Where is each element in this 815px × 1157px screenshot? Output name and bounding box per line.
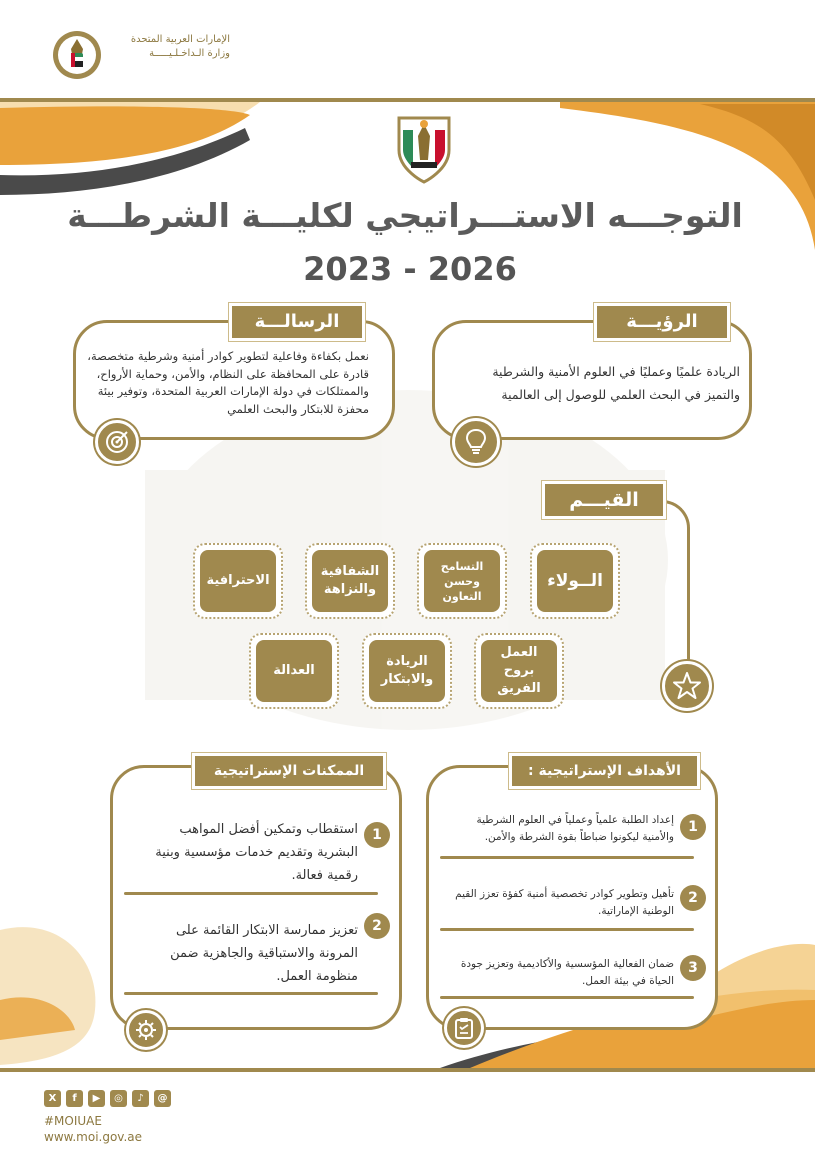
bottom-divider: [0, 1068, 815, 1072]
value-transparency: [305, 543, 395, 619]
value-loyalty: [530, 543, 620, 619]
enablers-card: [110, 765, 402, 1030]
uae-emblem-logo: [52, 27, 102, 83]
enabler-number: 1: [364, 822, 390, 848]
star-icon: [662, 661, 712, 711]
value-label: العمل بروح الفريق: [481, 640, 557, 702]
goal-number: 2: [680, 885, 706, 911]
values-tag: القيـــم: [545, 484, 663, 516]
goal-divider: [440, 856, 694, 859]
goals-tag: الأهداف الإستراتيجية :: [512, 756, 697, 786]
goal-text: ضمان الفعالية المؤسسية والأكاديمية وتعزيز جودة الحياة في بيئة العمل.: [460, 958, 674, 987]
value-label: الريادة والابتكار: [369, 640, 445, 702]
instagram-icon[interactable]: ◎: [110, 1090, 127, 1107]
gear-people-icon: [126, 1010, 166, 1050]
website-link[interactable]: www.moi.gov.ae: [44, 1130, 143, 1144]
vision-tag: الرؤيـــة: [597, 306, 727, 338]
ministry-name: [108, 33, 230, 61]
enablers-tag: الممكنات الإستراتيجية: [195, 756, 383, 786]
page-title: التوجـــه الاستـــراتيجي لكليـــة الشرطـــة: [67, 196, 743, 235]
police-college-logo: [389, 110, 459, 185]
goal-number: 3: [680, 955, 706, 981]
lightbulb-icon: [452, 418, 500, 466]
values-bracket: [660, 500, 690, 670]
value-justice: [249, 633, 339, 709]
x-icon[interactable]: X: [44, 1090, 61, 1107]
value-label: الشفافية والنزاهة: [312, 550, 388, 612]
country-name: الإمارات العربية المتحدة: [130, 34, 230, 45]
mission-tag: الرسالـــة: [232, 306, 362, 338]
youtube-icon[interactable]: ▶: [88, 1090, 105, 1107]
clipboard-icon: [444, 1008, 484, 1048]
tiktok-icon[interactable]: ♪: [132, 1090, 149, 1107]
enabler-text: استقطاب وتمكين أفضل المواهب البشرية وتقديم خدمات مؤسسية وبنية رقمية فعالة.: [155, 822, 358, 883]
enabler-text: تعزيز ممارسة الابتكار القائمة على المرونة والاستباقية والجاهزية ضمن منظومة العمل.: [170, 923, 358, 984]
goal-text: تأهيل وتطوير كوادر تخصصية أمنية كفؤة تعزز القيم الوطنية الإماراتية.: [455, 888, 674, 917]
hashtag: #MOIUAE: [44, 1114, 102, 1128]
facebook-icon[interactable]: f: [66, 1090, 83, 1107]
goal-number: 1: [680, 814, 706, 840]
social-links: [44, 1090, 171, 1107]
goal-divider: [440, 928, 694, 931]
mission-text: نعمل بكفاءة وفاعلية لتطوير كوادر أمنية وشرطية متخصصة، قادرة على المحافظة على النظام، والأمن، وحماية الأرواح، والممتلكات في دولة الإمارات العربية المتحدة، وتوفير بيئة محفزة للابتكار والبحث العلمي: [87, 349, 369, 416]
goal-divider: [440, 996, 694, 999]
enabler-divider: [124, 892, 378, 895]
value-professionalism: [193, 543, 283, 619]
threads-icon[interactable]: @: [154, 1090, 171, 1107]
goal-text: إعداد الطلبة علمياً وعملياً في العلوم الشرطية والأمنية ليكونوا ضباطاً بقوة الشرطة والأمن.: [476, 814, 674, 843]
target-icon: [95, 420, 139, 464]
value-innovation: [362, 633, 452, 709]
enabler-number: 2: [364, 913, 390, 939]
enabler-divider: [124, 992, 378, 995]
value-label: الاحترافية: [200, 550, 276, 612]
value-label: التسامح وحسن التعاون: [424, 550, 500, 612]
value-teamwork: [474, 633, 564, 709]
ministry-label: وزارة الـداخـلـيـــــة: [149, 48, 230, 59]
period-years: 2023 - 2026: [303, 250, 517, 288]
value-label: الــولاء: [537, 550, 613, 612]
value-tolerance: [417, 543, 507, 619]
vision-text: الريادة علميًا وعمليًا في العلوم الأمنية والشرطية والتميز في البحث العلمي للوصول إلى العالمية: [492, 364, 740, 402]
top-divider: [0, 98, 815, 102]
value-label: العدالة: [256, 640, 332, 702]
